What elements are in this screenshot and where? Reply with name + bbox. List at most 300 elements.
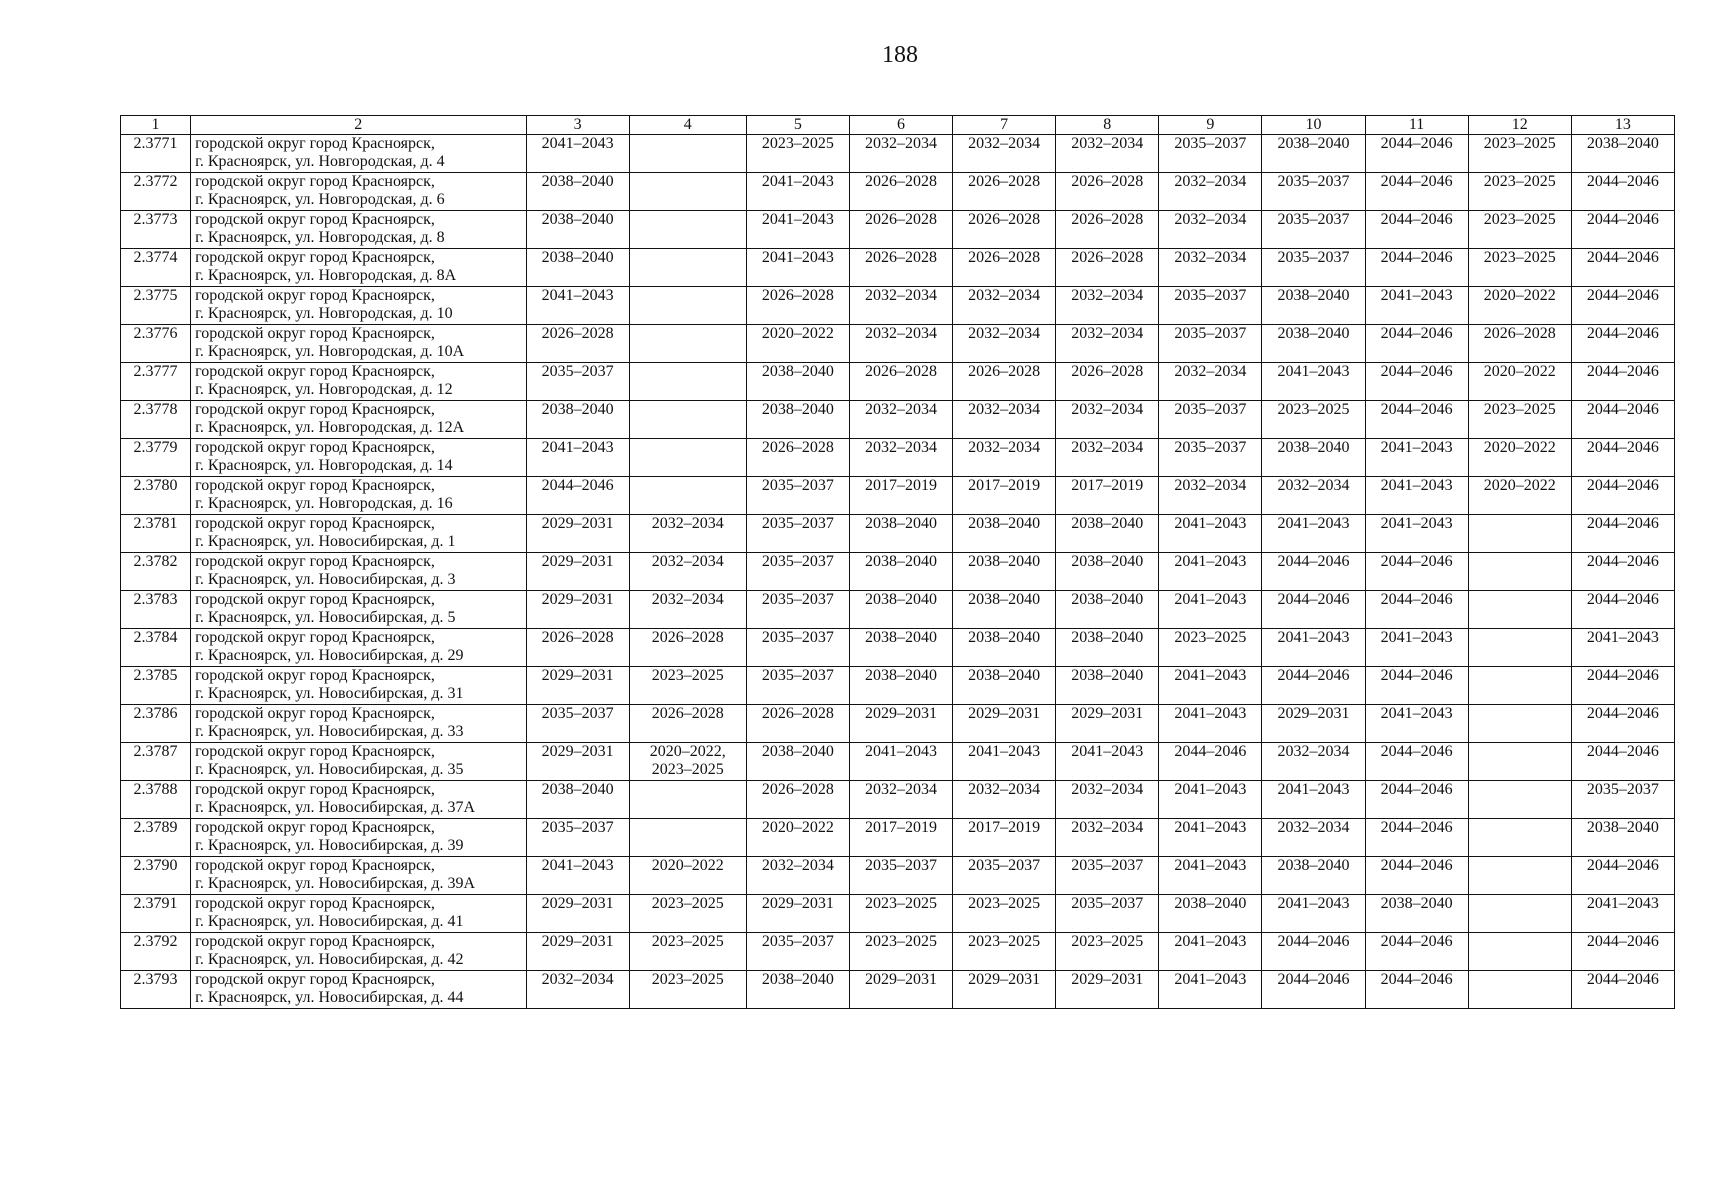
address-street: г. Красноярск, ул. Новгородская, д. 12: [195, 381, 453, 398]
period-cell-col-4: [629, 363, 746, 401]
address-municipality: городской округ город Красноярск,: [195, 401, 435, 418]
table-row: [121, 819, 1675, 857]
table-row: [121, 971, 1675, 1009]
period-cell-col-8: 2035–2037: [1056, 895, 1159, 933]
period-cell-col-3: 2029–2031: [526, 895, 629, 933]
period-cell-col-13: 2044–2046: [1571, 667, 1674, 705]
address-street: г. Красноярск, ул. Новосибирская, д. 39: [195, 837, 464, 854]
period-cell-col-10: 2041–2043: [1262, 895, 1365, 933]
table-row: [121, 781, 1675, 819]
address-cell: [191, 781, 526, 819]
period-cell-col-9: 2032–2034: [1159, 363, 1262, 401]
row-number: 2.3783: [121, 591, 191, 629]
period-cell-col-3: 2041–2043: [526, 439, 629, 477]
table-row: [121, 477, 1675, 515]
period-cell-col-7: 2032–2034: [953, 135, 1056, 173]
period-cell-col-7: 2038–2040: [953, 553, 1056, 591]
period-cell-col-9: 2044–2046: [1159, 743, 1262, 781]
row-number: 2.3785: [121, 667, 191, 705]
period-cell-col-12: [1468, 705, 1571, 743]
period-cell-col-12: 2026–2028: [1468, 325, 1571, 363]
period-cell-col-3: 2041–2043: [526, 135, 629, 173]
period-cell-col-6: 2017–2019: [849, 477, 952, 515]
row-number: 2.3777: [121, 363, 191, 401]
period-cell-col-7: 2026–2028: [953, 211, 1056, 249]
period-cell-col-10: 2044–2046: [1262, 933, 1365, 971]
period-cell-col-10: 2035–2037: [1262, 249, 1365, 287]
address-cell: [191, 705, 526, 743]
period-cell-col-4: [629, 439, 746, 477]
period-cell-col-4: 2026–2028: [629, 705, 746, 743]
address-cell: [191, 287, 526, 325]
period-cell-col-11: 2041–2043: [1365, 287, 1468, 325]
column-header-1: 1: [121, 116, 191, 135]
period-cell-col-8: 2032–2034: [1056, 135, 1159, 173]
period-cell-col-13: 2041–2043: [1571, 895, 1674, 933]
period-cell-col-5: 2035–2037: [746, 515, 849, 553]
period-cell-col-7: 2029–2031: [953, 971, 1056, 1009]
period-cell-col-6: 2026–2028: [849, 173, 952, 211]
address-cell: [191, 933, 526, 971]
period-cell-col-5: 2023–2025: [746, 135, 849, 173]
column-header-13: 13: [1571, 116, 1674, 135]
address-street: г. Красноярск, ул. Новосибирская, д. 41: [195, 913, 464, 930]
address-street: г. Красноярск, ул. Новосибирская, д. 3: [195, 571, 456, 588]
address-street: г. Красноярск, ул. Новосибирская, д. 39А: [195, 875, 476, 892]
period-cell-col-3: 2029–2031: [526, 743, 629, 781]
table-header: [121, 116, 1675, 135]
period-cell-col-13: 2044–2046: [1571, 743, 1674, 781]
period-cell-col-8: 2026–2028: [1056, 211, 1159, 249]
row-number: 2.3773: [121, 211, 191, 249]
period-cell-col-7: 2023–2025: [953, 933, 1056, 971]
period-cell-col-3: 2029–2031: [526, 667, 629, 705]
period-cell-col-5: 2026–2028: [746, 781, 849, 819]
table-row: [121, 743, 1675, 781]
address-street: г. Красноярск, ул. Новосибирская, д. 35: [195, 761, 464, 778]
address-street: г. Красноярск, ул. Новгородская, д. 6: [195, 191, 445, 208]
address-street: г. Красноярск, ул. Новосибирская, д. 5: [195, 609, 456, 626]
period-cell-col-7: 2035–2037: [953, 857, 1056, 895]
period-cell-col-6: 2038–2040: [849, 629, 952, 667]
table-row: [121, 249, 1675, 287]
address-cell: [191, 249, 526, 287]
period-cell-col-6: 2026–2028: [849, 363, 952, 401]
period-cell-col-8: 2026–2028: [1056, 173, 1159, 211]
period-cell-col-12: [1468, 629, 1571, 667]
period-cell-col-6: 2032–2034: [849, 439, 952, 477]
period-cell-col-13: 2044–2046: [1571, 515, 1674, 553]
period-cell-col-11: 2044–2046: [1365, 857, 1468, 895]
table-row: [121, 515, 1675, 553]
period-cell-col-3: 2029–2031: [526, 591, 629, 629]
period-cell-col-3: 2029–2031: [526, 553, 629, 591]
period-cell-col-8: 2032–2034: [1056, 401, 1159, 439]
period-cell-col-5: 2041–2043: [746, 173, 849, 211]
row-number: 2.3771: [121, 135, 191, 173]
period-cell-col-11: 2044–2046: [1365, 363, 1468, 401]
period-cell-col-6: 2026–2028: [849, 249, 952, 287]
period-cell-col-13: 2044–2046: [1571, 553, 1674, 591]
period-cell-col-9: 2041–2043: [1159, 857, 1262, 895]
address-municipality: городской округ город Красноярск,: [195, 933, 435, 950]
period-cell-col-7: 2023–2025: [953, 895, 1056, 933]
address-municipality: городской округ город Красноярск,: [195, 439, 435, 456]
period-cell-col-8: 2038–2040: [1056, 553, 1159, 591]
address-municipality: городской округ город Красноярск,: [195, 781, 435, 798]
period-cell-col-8: 2032–2034: [1056, 781, 1159, 819]
period-cell-col-5: 2035–2037: [746, 477, 849, 515]
period-cell-col-10: 2032–2034: [1262, 743, 1365, 781]
period-cell-col-10: 2044–2046: [1262, 591, 1365, 629]
period-cell-col-8: 2038–2040: [1056, 629, 1159, 667]
period-cell-col-9: 2038–2040: [1159, 895, 1262, 933]
address-municipality: городской округ город Красноярск,: [195, 553, 435, 570]
period-cell-col-11: 2038–2040: [1365, 895, 1468, 933]
column-header-11: 11: [1365, 116, 1468, 135]
table-row: [121, 173, 1675, 211]
period-cell-col-8: 2032–2034: [1056, 439, 1159, 477]
period-cell-col-4: [629, 211, 746, 249]
period-cell-col-9: 2032–2034: [1159, 211, 1262, 249]
period-cell-col-9: 2035–2037: [1159, 287, 1262, 325]
period-cell-col-8: 2041–2043: [1056, 743, 1159, 781]
table-row: [121, 857, 1675, 895]
period-cell-col-12: 2020–2022: [1468, 287, 1571, 325]
column-header-5: 5: [746, 116, 849, 135]
period-cell-col-11: 2041–2043: [1365, 705, 1468, 743]
period-cell-col-12: 2023–2025: [1468, 135, 1571, 173]
period-cell-col-3: 2038–2040: [526, 781, 629, 819]
row-number: 2.3786: [121, 705, 191, 743]
row-number: 2.3781: [121, 515, 191, 553]
address-cell: [191, 895, 526, 933]
address-municipality: городской округ город Красноярск,: [195, 249, 435, 266]
row-number: 2.3784: [121, 629, 191, 667]
address-cell: [191, 477, 526, 515]
address-municipality: городской округ город Красноярск,: [195, 173, 435, 190]
period-cell-col-7: 2032–2034: [953, 781, 1056, 819]
period-cell-col-12: 2023–2025: [1468, 249, 1571, 287]
period-cell-col-4: [629, 287, 746, 325]
address-cell: [191, 667, 526, 705]
column-header-4: 4: [629, 116, 746, 135]
period-cell-col-3: 2041–2043: [526, 857, 629, 895]
row-number: 2.3789: [121, 819, 191, 857]
period-cell-col-11: 2041–2043: [1365, 439, 1468, 477]
row-number: 2.3774: [121, 249, 191, 287]
schedule-table: [120, 115, 1675, 1009]
period-cell-col-5: 2020–2022: [746, 819, 849, 857]
period-cell-col-4: 2020–2022: [629, 857, 746, 895]
period-cell-col-5: 2035–2037: [746, 933, 849, 971]
period-cell-col-13: 2044–2046: [1571, 439, 1674, 477]
period-cell-col-10: 2044–2046: [1262, 667, 1365, 705]
period-cell-col-12: 2020–2022: [1468, 363, 1571, 401]
table-row: [121, 895, 1675, 933]
period-cell-col-10: 2044–2046: [1262, 553, 1365, 591]
period-cell-col-11: 2044–2046: [1365, 211, 1468, 249]
table-row: [121, 629, 1675, 667]
period-cell-col-7: 2032–2034: [953, 287, 1056, 325]
row-number: 2.3772: [121, 173, 191, 211]
period-cell-col-3: 2038–2040: [526, 249, 629, 287]
header-row: [121, 116, 1675, 135]
period-cell-col-7: 2038–2040: [953, 591, 1056, 629]
address-cell: [191, 857, 526, 895]
period-cell-col-3: 2026–2028: [526, 629, 629, 667]
column-header-7: 7: [953, 116, 1056, 135]
table-row: [121, 933, 1675, 971]
column-header-9: 9: [1159, 116, 1262, 135]
address-municipality: городской округ город Красноярск,: [195, 363, 435, 380]
period-cell-col-6: 2032–2034: [849, 401, 952, 439]
address-cell: [191, 363, 526, 401]
address-municipality: городской округ город Красноярск,: [195, 515, 435, 532]
period-cell-col-7: 2026–2028: [953, 363, 1056, 401]
address-street: г. Красноярск, ул. Новосибирская, д. 42: [195, 951, 464, 968]
period-cell-col-13: 2044–2046: [1571, 591, 1674, 629]
period-cell-col-3: 2038–2040: [526, 401, 629, 439]
row-number: 2.3780: [121, 477, 191, 515]
address-street: г. Красноярск, ул. Новосибирская, д. 1: [195, 533, 456, 550]
period-cell-col-7: 2026–2028: [953, 173, 1056, 211]
period-cell-col-10: 2023–2025: [1262, 401, 1365, 439]
period-cell-col-10: 2038–2040: [1262, 325, 1365, 363]
period-cell-col-3: 2038–2040: [526, 173, 629, 211]
period-cell-col-9: 2041–2043: [1159, 591, 1262, 629]
address-street: г. Красноярск, ул. Новгородская, д. 8А: [195, 267, 457, 284]
period-cell-col-11: 2044–2046: [1365, 971, 1468, 1009]
period-cell-col-10: 2032–2034: [1262, 819, 1365, 857]
period-cell-col-11: 2044–2046: [1365, 325, 1468, 363]
period-cell-col-12: 2020–2022: [1468, 477, 1571, 515]
period-cell-col-4: [629, 173, 746, 211]
period-cell-col-4: 2023–2025: [629, 667, 746, 705]
page-number: 188: [882, 42, 918, 68]
period-cell-col-5: 2038–2040: [746, 971, 849, 1009]
address-cell: [191, 401, 526, 439]
period-cell-col-7: 2038–2040: [953, 515, 1056, 553]
period-cell-col-11: 2044–2046: [1365, 591, 1468, 629]
period-cell-col-5: 2035–2037: [746, 629, 849, 667]
period-cell-col-13: 2044–2046: [1571, 173, 1674, 211]
address-cell: [191, 515, 526, 553]
address-cell: [191, 135, 526, 173]
period-cell-col-6: 2023–2025: [849, 895, 952, 933]
period-cell-col-5: 2026–2028: [746, 439, 849, 477]
address-street: г. Красноярск, ул. Новгородская, д. 14: [195, 457, 453, 474]
column-header-2: 2: [191, 116, 526, 135]
period-cell-col-6: 2038–2040: [849, 591, 952, 629]
period-cell-col-9: 2041–2043: [1159, 781, 1262, 819]
period-cell-col-4: [629, 325, 746, 363]
period-cell-col-10: 2032–2034: [1262, 477, 1365, 515]
period-cell-col-7: 2032–2034: [953, 439, 1056, 477]
period-cell-col-4: [629, 477, 746, 515]
period-cell-col-4: 2032–2034: [629, 591, 746, 629]
table-row: [121, 553, 1675, 591]
period-cell-col-12: [1468, 667, 1571, 705]
period-cell-col-12: 2023–2025: [1468, 211, 1571, 249]
address-municipality: городской округ город Красноярск,: [195, 743, 435, 760]
row-number: 2.3775: [121, 287, 191, 325]
table-row: [121, 287, 1675, 325]
address-street: г. Красноярск, ул. Новосибирская, д. 33: [195, 723, 464, 740]
address-street: г. Красноярск, ул. Новгородская, д. 10: [195, 305, 453, 322]
column-header-8: 8: [1056, 116, 1159, 135]
period-cell-col-13: 2044–2046: [1571, 933, 1674, 971]
period-cell-col-6: 2038–2040: [849, 667, 952, 705]
period-cell-col-6: 2029–2031: [849, 971, 952, 1009]
address-cell: [191, 325, 526, 363]
period-cell-col-6: 2032–2034: [849, 781, 952, 819]
period-cell-col-5: 2038–2040: [746, 743, 849, 781]
period-cell-col-8: 2032–2034: [1056, 819, 1159, 857]
period-cell-col-10: 2038–2040: [1262, 857, 1365, 895]
period-cell-col-9: 2035–2037: [1159, 439, 1262, 477]
period-cell-col-12: [1468, 781, 1571, 819]
period-cell-col-10: 2035–2037: [1262, 173, 1365, 211]
period-cell-col-6: 2029–2031: [849, 705, 952, 743]
address-municipality: городской округ город Красноярск,: [195, 629, 435, 646]
period-cell-col-5: 2041–2043: [746, 211, 849, 249]
period-cell-col-13: 2044–2046: [1571, 401, 1674, 439]
period-cell-col-13: 2044–2046: [1571, 211, 1674, 249]
period-cell-col-9: 2035–2037: [1159, 325, 1262, 363]
address-municipality: городской округ город Красноярск,: [195, 325, 435, 342]
period-cell-col-13: 2044–2046: [1571, 249, 1674, 287]
period-cell-col-8: 2032–2034: [1056, 325, 1159, 363]
period-cell-col-7: 2041–2043: [953, 743, 1056, 781]
table-row: [121, 363, 1675, 401]
period-cell-col-6: 2038–2040: [849, 553, 952, 591]
address-street: г. Красноярск, ул. Новосибирская, д. 31: [195, 685, 464, 702]
period-cell-col-11: 2044–2046: [1365, 667, 1468, 705]
address-municipality: городской округ город Красноярск,: [195, 857, 435, 874]
row-number: 2.3779: [121, 439, 191, 477]
period-cell-col-7: 2017–2019: [953, 477, 1056, 515]
period-cell-col-11: 2044–2046: [1365, 553, 1468, 591]
period-cell-col-3: 2026–2028: [526, 325, 629, 363]
period-cell-col-5: 2020–2022: [746, 325, 849, 363]
address-cell: [191, 629, 526, 667]
period-cell-col-11: 2044–2046: [1365, 781, 1468, 819]
period-cell-col-8: 2017–2019: [1056, 477, 1159, 515]
address-cell: [191, 591, 526, 629]
period-cell-col-4: [629, 249, 746, 287]
period-cell-col-12: [1468, 857, 1571, 895]
address-cell: [191, 819, 526, 857]
period-cell-col-4: 2020–2022, 2023–2025: [629, 743, 746, 781]
period-cell-col-6: 2017–2019: [849, 819, 952, 857]
period-cell-col-9: 2023–2025: [1159, 629, 1262, 667]
address-street: г. Красноярск, ул. Новгородская, д. 4: [195, 153, 445, 170]
period-cell-col-8: 2038–2040: [1056, 591, 1159, 629]
period-cell-col-13: 2041–2043: [1571, 629, 1674, 667]
table-row: [121, 135, 1675, 173]
period-cell-col-4: 2023–2025: [629, 895, 746, 933]
period-cell-col-10: 2029–2031: [1262, 705, 1365, 743]
period-cell-col-7: 2032–2034: [953, 401, 1056, 439]
row-number: 2.3793: [121, 971, 191, 1009]
period-cell-col-9: 2041–2043: [1159, 667, 1262, 705]
period-cell-col-5: 2041–2043: [746, 249, 849, 287]
period-cell-col-3: 2029–2031: [526, 515, 629, 553]
period-cell-col-12: [1468, 971, 1571, 1009]
period-cell-col-13: 2044–2046: [1571, 857, 1674, 895]
period-cell-col-12: [1468, 933, 1571, 971]
period-cell-col-6: 2032–2034: [849, 135, 952, 173]
period-cell-col-10: 2038–2040: [1262, 439, 1365, 477]
address-municipality: городской округ город Красноярск,: [195, 705, 435, 722]
period-cell-col-10: 2044–2046: [1262, 971, 1365, 1009]
period-cell-col-4: 2026–2028: [629, 629, 746, 667]
period-cell-col-11: 2044–2046: [1365, 135, 1468, 173]
period-cell-col-7: 2032–2034: [953, 325, 1056, 363]
row-number: 2.3778: [121, 401, 191, 439]
period-cell-col-4: [629, 819, 746, 857]
address-municipality: городской округ город Красноярск,: [195, 971, 435, 988]
address-street: г. Красноярск, ул. Новгородская, д. 10А: [195, 343, 465, 360]
period-cell-col-5: 2035–2037: [746, 553, 849, 591]
period-cell-col-9: 2032–2034: [1159, 477, 1262, 515]
period-cell-col-3: 2032–2034: [526, 971, 629, 1009]
address-street: г. Красноярск, ул. Новосибирская, д. 37А: [195, 799, 476, 816]
period-cell-col-13: 2044–2046: [1571, 477, 1674, 515]
period-cell-col-10: 2038–2040: [1262, 287, 1365, 325]
period-cell-col-9: 2041–2043: [1159, 705, 1262, 743]
address-cell: [191, 173, 526, 211]
period-cell-col-5: 2026–2028: [746, 705, 849, 743]
period-cell-col-9: 2041–2043: [1159, 933, 1262, 971]
period-cell-col-4: [629, 781, 746, 819]
table-body: [121, 135, 1675, 1009]
period-cell-col-7: 2026–2028: [953, 249, 1056, 287]
row-number: 2.3791: [121, 895, 191, 933]
period-cell-col-12: 2023–2025: [1468, 401, 1571, 439]
period-cell-col-11: 2044–2046: [1365, 933, 1468, 971]
period-cell-col-9: 2041–2043: [1159, 971, 1262, 1009]
period-cell-col-13: 2035–2037: [1571, 781, 1674, 819]
address-street: г. Красноярск, ул. Новгородская, д. 12А: [195, 419, 465, 436]
period-cell-col-10: 2041–2043: [1262, 629, 1365, 667]
period-cell-col-8: 2038–2040: [1056, 667, 1159, 705]
address-cell: [191, 439, 526, 477]
period-cell-col-13: 2044–2046: [1571, 971, 1674, 1009]
column-header-6: 6: [849, 116, 952, 135]
row-number: 2.3782: [121, 553, 191, 591]
period-cell-col-6: 2023–2025: [849, 933, 952, 971]
period-cell-col-13: 2044–2046: [1571, 325, 1674, 363]
column-header-10: 10: [1262, 116, 1365, 135]
table-row: [121, 401, 1675, 439]
period-cell-col-7: 2017–2019: [953, 819, 1056, 857]
period-cell-col-9: 2041–2043: [1159, 553, 1262, 591]
address-municipality: городской округ город Красноярск,: [195, 667, 435, 684]
period-cell-col-12: [1468, 743, 1571, 781]
period-cell-col-12: [1468, 515, 1571, 553]
address-street: г. Красноярск, ул. Новосибирская, д. 29: [195, 647, 464, 664]
address-municipality: городской округ город Красноярск,: [195, 211, 435, 228]
period-cell-col-10: 2041–2043: [1262, 515, 1365, 553]
period-cell-col-7: 2029–2031: [953, 705, 1056, 743]
period-cell-col-3: 2035–2037: [526, 705, 629, 743]
period-cell-col-6: 2032–2034: [849, 325, 952, 363]
period-cell-col-7: 2038–2040: [953, 629, 1056, 667]
period-cell-col-5: 2026–2028: [746, 287, 849, 325]
period-cell-col-9: 2035–2037: [1159, 135, 1262, 173]
